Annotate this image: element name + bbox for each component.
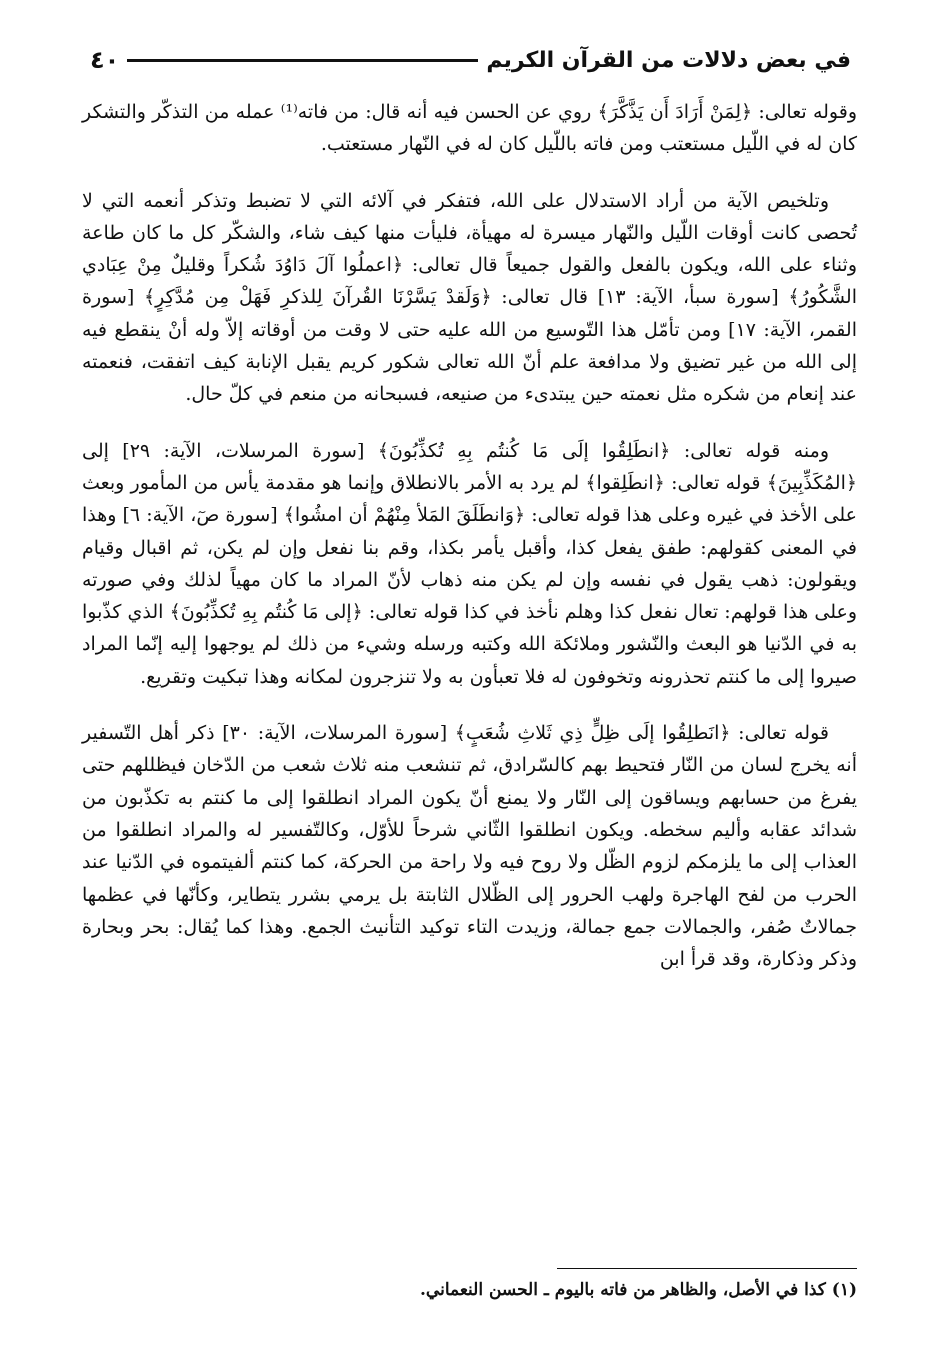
body-text bbox=[82, 96, 857, 999]
page-number: ٤٠ bbox=[90, 46, 120, 74]
running-header bbox=[82, 42, 857, 78]
paragraph: وقوله تعالى: ﴿لِمَنْ أَرَادَ أَن يَذَّكَّرَ﴾ روي عن الحسن فيه أنه قال: من فاته⁽¹⁾ عمله من التذكّر والتشكر كان له في اللّيل مستعتب ومن فاته باللّيل كان له في النّهار مستعتب. bbox=[82, 101, 857, 156]
running-title: في بعض دلالات من القرآن الكريم bbox=[486, 47, 851, 73]
paragraph: قوله تعالى: ﴿انَطلِقُوا إلَى ظِلٍّ ذِي ثَلاثِ شُعَبٍ﴾ [سورة المرسلات، الآية: ٣٠] ذكر أهل التّسفير أنه يخرج لسان من النّار فتحيط بهم كالسّرادق، ثم تنشعب منه ثلاث شعب من الدّخان فيظللهم حتى يفرغ من حسابهم ويساقون إلى النّار ولا يمنع أنّ يكون المراد انطلقوا إلى ما كنتم به تكذّبون من شدائد عقابه وأليم سخطه. ويكون انطلقوا الثّاني شرحاً للأوّل، وكالتّفسير له والمراد انطلقوا من العذاب إلى ما يلزمكم لزوم الظّل ولا روح فيه ولا راحة من الحركة، كما كنتم ألفيتموه في الدّنيا عند الحرب من لفح الهاجرة ولهب الحرور إلى الظّلال الثابتة بل يرمي بشرر يتطاير، وكأنّها في عظمها جمالاتٌ صُفر، والجمالات جمع جمالة، وزيدت التاء توكيد التأنيث الجمع. وهذا كما يُقال: بحر وبحارة وذكر وذكارة، وقد قرأ ابن bbox=[82, 722, 857, 971]
paragraph: وتلخيص الآية من أراد الاستدلال على الله، فتفكر في آلائه التي لا تضبط وتذكر أنعمه التي لا تُحصى كانت أوقات اللّيل والنّهار ميسرة له مهيأة، فليأت منها كيف شاء، والشكّر كل ما كان طاعة وثناء على الله، ويكون بالفعل والقول جميعاً قال تعالى: ﴿اعملُوا آلَ دَاوُدَ شُكراً وقليلٌ مِنْ عِبَادي الشَّكُورُ﴾ [سورة سبأ، الآية: ١٣] قال تعالى: ﴿وَلَقدْ يَسَّرْنَا القُرآنَ لِلذكرِ فَهَلْ مِن مُدَّكِرٍ﴾ [سورة القمر، الآية: ١٧] ومن تأمّل هذا التّوسيع من الله عليه حتى لا وقت من أوقاته إلاّ وله أنْ ينقطع فيه إلى الله من غير تضيق ولا مدافعة علم أنّ الله تعالى شكور كريم يقبل الإنابة كيف اتفقت، فنعمته عند إنعام من شكره مثل نعمته حين يبتدىء من صنيعه، فسبحانه من منعم في كلّ حال. bbox=[82, 189, 858, 406]
footnote-rule bbox=[557, 1268, 857, 1269]
header-rule bbox=[127, 59, 478, 62]
footnote: (١) كذا في الأصل، والظاهر من فاته باليوم ـ الحسن النعماني. bbox=[420, 1280, 857, 1300]
paragraph: ومنه قوله تعالى: ﴿انطَلِقُوا إلَى مَا كُنتُم بِهِ تُكذِّبُونَ﴾ [سورة المرسلات، الآية: ٢٩] إلى ﴿المُكَذِّبِينَ﴾ قوله تعالى: ﴿انطَلِقوا﴾ لم يرد به الأمر بالانطلاق وإنما هو مقدمة يأس من المأمور وبعث على الأخذ في غيره وعلى هذا قوله تعالى: ﴿وَانطَلَقَ المَلأ مِنْهُمْ أن امشُوا﴾ [سورة صٓ، الآية: ٦] وهذا في المعنى كقولهم: طفق يفعل كذا، وأقبل يأمر بكذا، وقم بنا نفعل وإن لم يكن، ثم اقبال وقيام ويقولون: ذهب يقول في نفسه وإن لم يكن منه ذهاب لأنّ المراد ما كان مهياً لذلك وفي صورته وعلى هذا قولهم: تعال نفعل كذا وهلم نأخذ في كذا قوله تعالى: ﴿إلى مَا كُنتُم بِهِ تُكذِّبُونَ﴾ الذي كذّبوا به في الدّنيا هو البعث والنّشور وملائكة الله وكتبه ورسله وشيء من ذلك لم يوجهوا إليه إنّما المراد صيروا إلى ما كنتم تحذرونه وتخوفون له فلا تعبأون به ولا تنزجرون لمكانه وهذا تبكيت وتقريع. bbox=[82, 439, 857, 688]
